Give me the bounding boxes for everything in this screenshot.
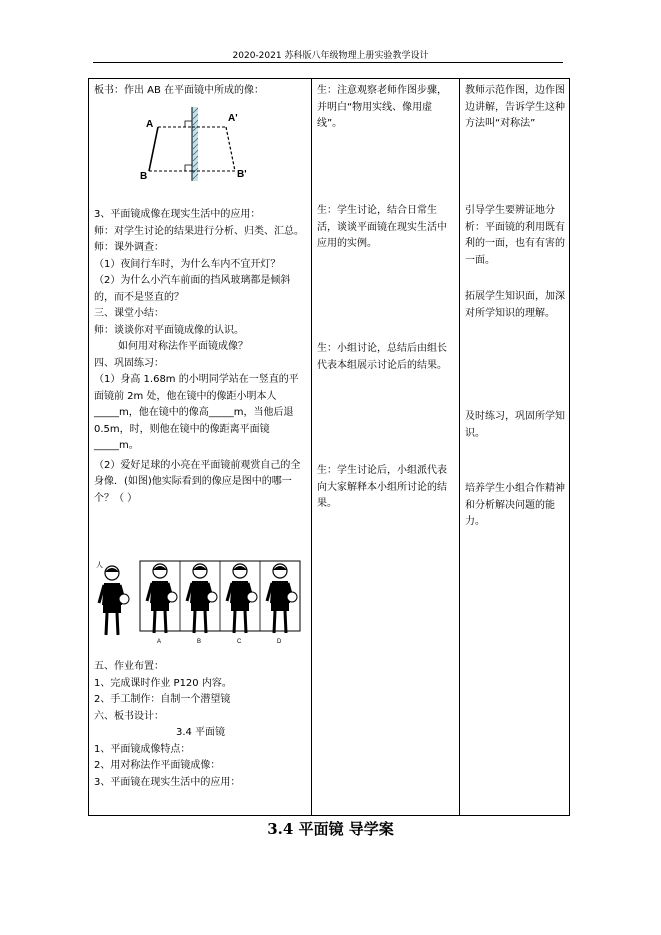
intent-column (460, 79, 570, 816)
text-line: 师：课外调查： (94, 242, 164, 253)
text-line: 3、平面镜在现实生活中的应用： (94, 776, 241, 788)
person-label: 人 (96, 562, 103, 569)
option-a-label: A (157, 639, 162, 645)
option-c-figure (227, 564, 257, 633)
image-aprime-bprime (226, 127, 235, 171)
label-b: B (140, 171, 148, 182)
option-c-label: C (237, 639, 242, 645)
text-line: （1）夜间行车时，为什么车内不宜开灯？ (94, 258, 281, 270)
option-d-figure (267, 564, 297, 633)
option-a-figure (147, 564, 177, 633)
object-ab (149, 127, 158, 171)
student-activity: 生：学生讨论后，小组派代表向大家解释本小组所讨论的结果。 (317, 465, 447, 509)
exercise-1: （1）身高 1.68m 的小明同学站在一竖直的平面镜前 2m 处，他在镜中的像距小明本人_____m，他在镜中的像高_____m，当他后退 0.5m，时，则他在镜中的像距离平面镜_____m。 (94, 374, 299, 451)
mirror-glass (192, 107, 198, 181)
board-title: 3.4 平面镜 (175, 727, 226, 738)
right-angle-top (185, 121, 192, 127)
text-line: 3、平面镜成像在现实生活中的应用： (94, 209, 261, 220)
header-rule (93, 62, 563, 63)
person-figure (96, 560, 129, 635)
student-activity: 生：学生讨论，结合日常生活，谈谈平面镜在现实生活中应用的实例。 (317, 205, 447, 249)
label-b-prime: B' (237, 169, 247, 180)
option-b-figure (187, 564, 217, 633)
label-a: A (146, 119, 154, 130)
design-intent: 及时练习，巩固所学知识。 (465, 411, 565, 439)
student-column (312, 79, 460, 816)
design-intent: 培养学生小组合作精神和分析解决问题的能力。 (465, 483, 565, 527)
design-intent: 拓展学生知识面，加深对所学知识的理解。 (465, 291, 565, 319)
text-line: 2、用对称法作平面镜成像： (94, 760, 221, 771)
teacher-column (89, 79, 312, 816)
text-line: 五、作业布置： (94, 661, 164, 672)
mirror-image-options-figure (96, 559, 302, 647)
option-d-label: D (277, 639, 282, 645)
text-line: 四、巩固练习： (94, 357, 164, 369)
label-a-prime: A' (228, 113, 238, 124)
text-line: 如何用对称法作平面镜成像？ (118, 341, 248, 352)
text-line: 师：谈谈你对平面镜成像的认识。 (94, 324, 244, 336)
guide-title: 3.4 平面镜 导学案 (267, 820, 394, 838)
student-activity: 生：注意观察老师作图步骤，并明白“物用实线、像用虚线”。 (317, 85, 447, 129)
board-task: 板书：作出 AB 在平面镜中所成的像： (94, 85, 265, 96)
text-line: 三、课堂小结： (94, 308, 164, 319)
text-line: 六、板书设计： (94, 710, 164, 722)
teacher-text-block (94, 207, 307, 507)
design-intent: 教师示范作图，边作图边讲解，告诉学生这种方法叫“对称法” (465, 85, 565, 129)
student-activity: 生：小组讨论，总结后由组长代表本组展示讨论后的结果。 (317, 343, 447, 371)
text-line: 师：对学生讨论的结果进行分析、归类、汇总。 (94, 225, 304, 237)
text-line: 2、手工制作：自制一个潜望镜 (94, 694, 231, 705)
homework-block (94, 659, 307, 791)
page-header: 2020-2021 苏科版八年级物理上册实验教学设计 (232, 51, 429, 61)
exercise-2: （2）爱好足球的小亮在平面镜前观赏自己的全身像．(如图)他实际看到的像应是图中的哪一个？（ ） (94, 459, 301, 504)
text-line: 1、平面镜成像特点： (94, 743, 191, 755)
right-angle-bottom (185, 165, 192, 171)
option-b-label: B (197, 639, 202, 645)
plane-mirror-diagram (140, 107, 254, 182)
text-line: （2）为什么小汽车前面的挡风玻璃都是倾斜的，而不是竖直的？ (94, 275, 291, 303)
design-intent: 引导学生要辨证地分析：平面镜的利用既有利的一面，也有有害的一面。 (465, 205, 565, 266)
text-line: 1、完成课时作业 P120 内容。 (94, 677, 232, 689)
lesson-table (88, 78, 570, 816)
